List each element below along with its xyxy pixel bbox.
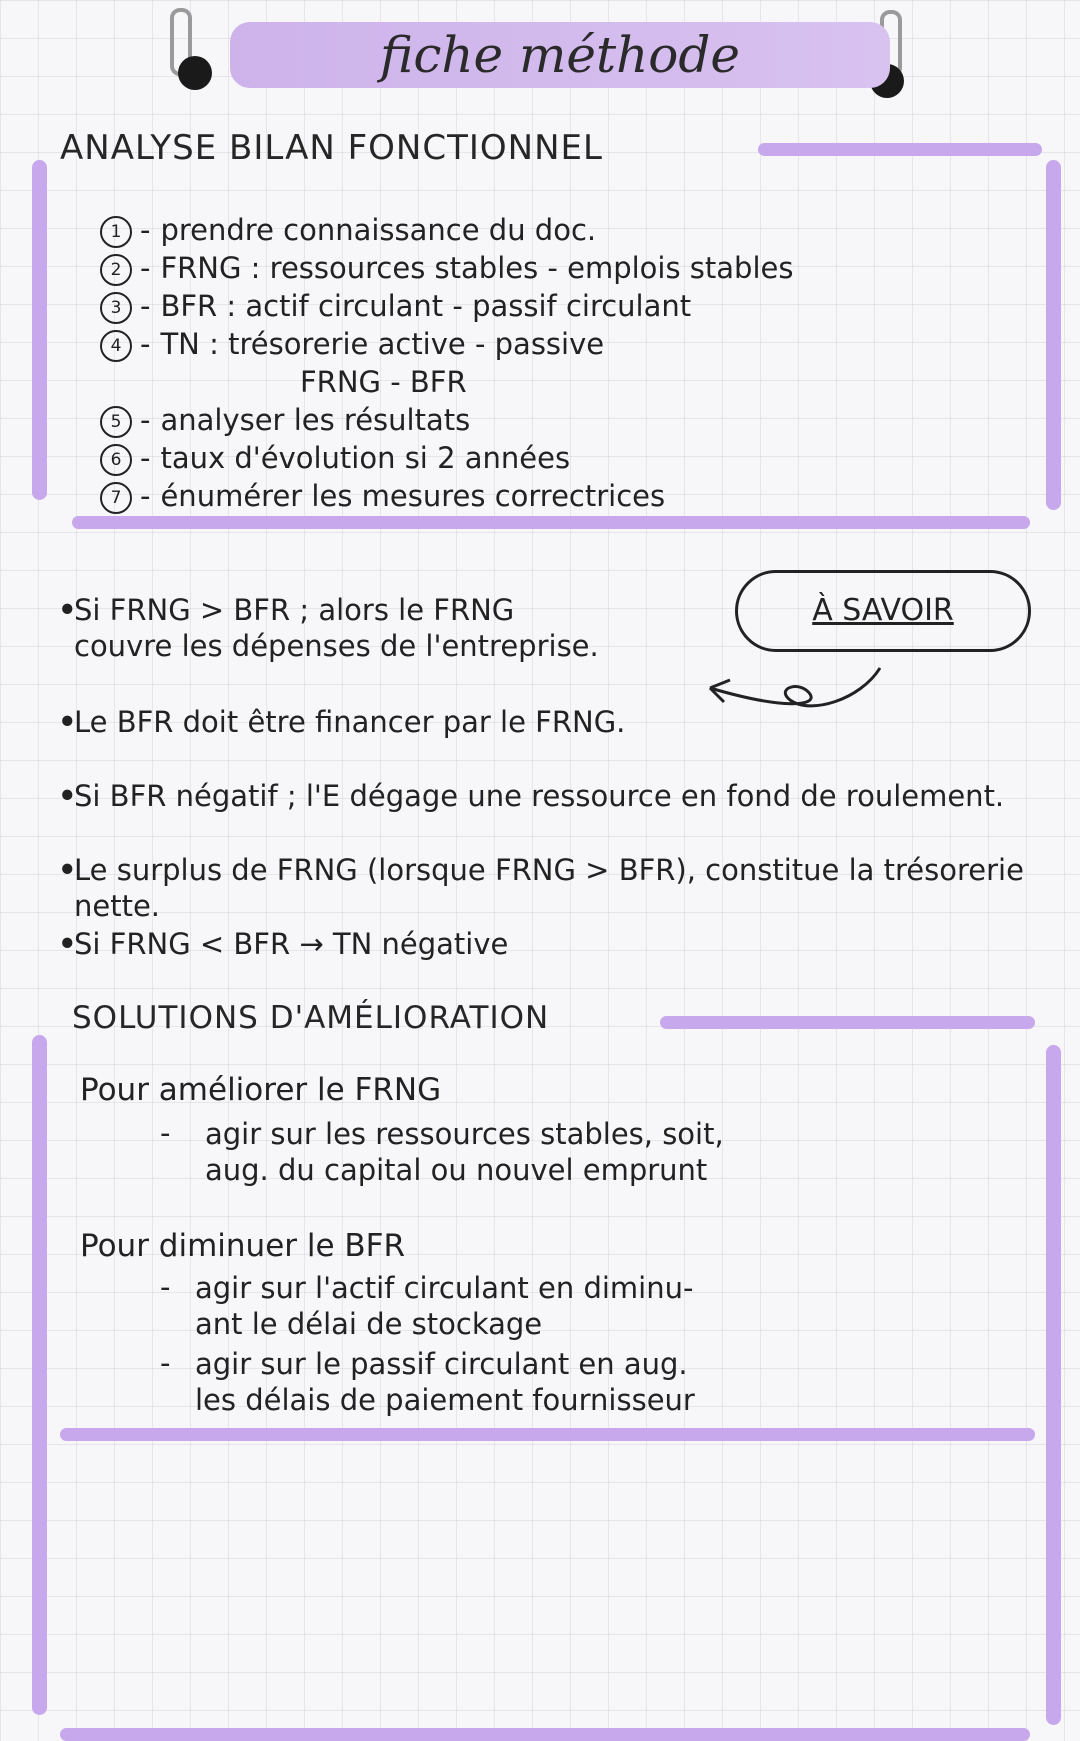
analyse-right-bar <box>1046 160 1061 510</box>
bullet-icon: • <box>58 779 77 813</box>
bullet-icon: • <box>58 853 77 887</box>
rule-text: Le surplus de FRNG (lorsque FRNG > BFR), constitue la trésorerie nette. <box>74 853 1024 923</box>
analyse-step: 1 - prendre connaissance du doc. <box>100 212 596 248</box>
analyse-bottom-highlight <box>72 516 1030 529</box>
binder-ring-left <box>178 56 212 90</box>
dash: - <box>160 1270 171 1304</box>
curly-arrow-icon <box>690 660 890 730</box>
bfr-item-line: ant le délai de stockage <box>195 1307 543 1341</box>
analyse-step: 2 - FRNG : ressources stables - emplois stables <box>100 250 793 286</box>
step-number: 6 <box>100 444 132 476</box>
analyse-heading: ANALYSE BILAN FONCTIONNEL <box>60 128 603 168</box>
step-number: 3 <box>100 292 132 324</box>
analyse-step: 6 - taux d'évolution si 2 années <box>100 440 570 476</box>
step-text: FRNG : ressources stables - emplois stables <box>160 251 794 285</box>
bullet-icon: • <box>58 593 77 627</box>
solutions-bottom-highlight <box>60 1728 1030 1741</box>
step-text: prendre connaissance du doc. <box>160 213 597 247</box>
frng-item-line: agir sur les ressources stables, soit, <box>205 1117 724 1151</box>
rule-item <box>58 926 1030 962</box>
bullet-icon: • <box>58 927 77 961</box>
bfr-item-line: agir sur l'actif circulant en diminu- <box>195 1271 694 1305</box>
solutions-bottom-highlight-visible <box>60 1428 1035 1441</box>
a-savoir-label: À SAVOIR <box>812 593 954 628</box>
step-number: 5 <box>100 406 132 438</box>
bullet-icon: • <box>58 705 77 739</box>
frng-item-line: aug. du capital ou nouvel emprunt <box>205 1153 708 1187</box>
step-number: 2 <box>100 254 132 286</box>
frng-title: Pour améliorer le FRNG <box>80 1072 442 1108</box>
analyse-left-bar <box>32 160 47 500</box>
rule-item <box>58 852 1030 924</box>
dash: - <box>160 1116 171 1150</box>
analyse-step: 5 - analyser les résultats <box>100 402 470 438</box>
solutions-heading-highlight <box>660 1016 1035 1029</box>
solutions-right-bar <box>1046 1045 1061 1725</box>
a-savoir-cloud <box>735 570 1031 652</box>
step-number: 4 <box>100 330 132 362</box>
step-text: taux d'évolution si 2 années <box>160 441 571 475</box>
bfr-item-line: agir sur le passif circulant en aug. <box>195 1347 688 1381</box>
step-text: énumérer les mesures correctrices <box>160 479 666 513</box>
step-text: BFR : actif circulant - passif circulant <box>160 289 692 323</box>
tn-formula: FRNG - BFR <box>300 365 467 399</box>
solutions-heading: SOLUTIONS D'AMÉLIORATION <box>72 1000 550 1036</box>
step-text: analyser les résultats <box>160 403 471 437</box>
rule-text: Si FRNG < BFR → TN négative <box>74 927 509 961</box>
page-title: fiche méthode <box>230 22 890 88</box>
rule-item <box>58 592 618 664</box>
analyse-step: 3 - BFR : actif circulant - passif circulant <box>100 288 691 324</box>
analyse-heading-highlight <box>758 143 1042 156</box>
analyse-step: 7 - énumérer les mesures correctrices <box>100 478 665 514</box>
rule-text: Le BFR doit être financer par le FRNG. <box>74 705 626 739</box>
solutions-left-bar <box>32 1035 47 1715</box>
step-number: 1 <box>100 216 132 248</box>
step-number: 7 <box>100 482 132 514</box>
rule-item <box>58 778 1030 814</box>
bfr-item-line: les délais de paiement fournisseur <box>195 1383 695 1417</box>
rule-text: Si FRNG > BFR ; alors le FRNG couvre les dépenses de l'entreprise. <box>74 593 599 663</box>
step-text: TN : trésorerie active - passive <box>160 327 605 361</box>
dash: - <box>160 1346 171 1380</box>
analyse-step: 4 - TN : trésorerie active - passive <box>100 326 604 362</box>
rule-text: Si BFR négatif ; l'E dégage une ressource en fond de roulement. <box>74 779 1005 813</box>
rule-item <box>58 704 658 740</box>
bfr-title: Pour diminuer le BFR <box>80 1228 406 1264</box>
